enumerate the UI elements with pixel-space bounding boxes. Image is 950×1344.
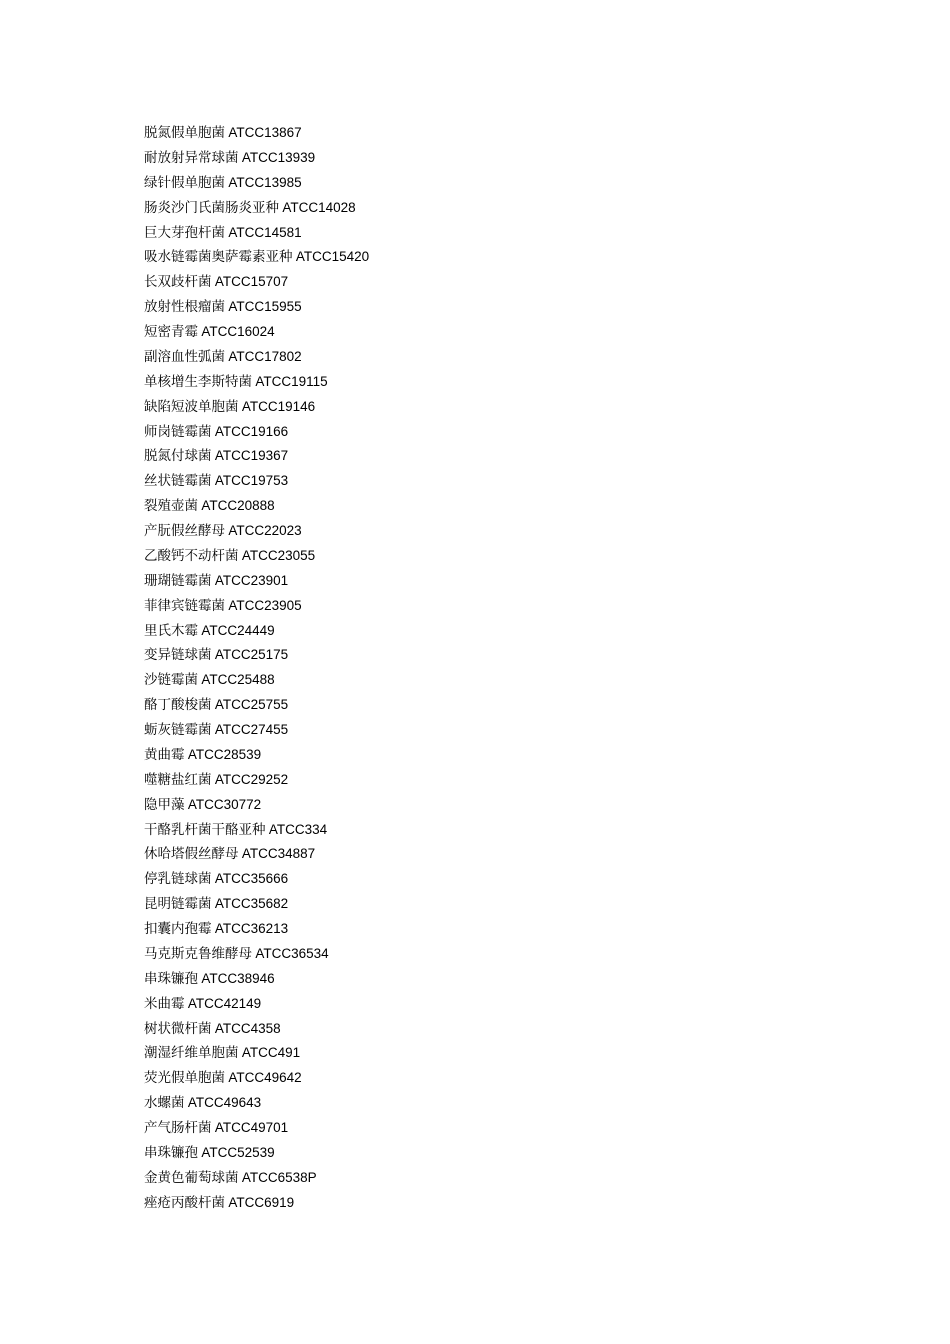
strain-code: ATCC4358 [214,1020,281,1036]
strain-list [144,121,369,1216]
strain-name: 痤疮丙酸杆菌 [144,1194,225,1211]
list-item [144,1041,369,1066]
strain-code: ATCC15955 [228,299,302,315]
list-item [144,444,369,469]
strain-name: 脱氮假单胞菌 [144,125,225,141]
list-item [144,793,369,818]
strain-code: ATCC19146 [241,398,316,414]
list-item [144,519,369,544]
strain-code: ATCC27455 [214,722,289,737]
list-item [144,245,369,270]
strain-name: 树状微杆菌 [144,1020,212,1037]
strain-code: ATCC15420 [295,249,370,265]
strain-code: ATCC14028 [282,199,356,215]
strain-name: 沙链霉菌 [144,672,198,689]
strain-code: ATCC19367 [214,448,289,464]
list-item [144,370,369,395]
list-item [144,693,369,718]
strain-name: 蛎灰链霉菌 [144,722,212,738]
list-item [144,643,369,668]
strain-name: 金黄色葡萄球菌 [144,1169,239,1186]
strain-name: 水螺菌 [144,1095,185,1112]
strain-code: ATCC38946 [201,970,275,986]
strain-name: 耐放射异常球菌 [144,149,239,166]
list-item [144,221,369,246]
list-item [144,270,369,295]
strain-name: 里氏木霉 [144,622,198,639]
list-item [144,992,369,1017]
list-item [144,743,369,768]
strain-name: 丝状链霉菌 [144,473,212,490]
strain-code: ATCC36534 [255,945,329,961]
strain-name: 巨大芽孢杆菌 [144,224,225,241]
strain-code: ATCC13867 [228,125,302,140]
strain-code: ATCC19166 [214,423,289,439]
strain-name: 师岗链霉菌 [144,423,212,440]
strain-code: ATCC6919 [228,1194,295,1210]
strain-name: 变异链球菌 [144,647,212,664]
strain-name: 噬糖盐红菌 [144,771,212,788]
list-item [144,842,369,867]
list-item [144,544,369,569]
strain-code: ATCC35666 [214,871,289,887]
strain-code: ATCC49642 [228,1070,302,1086]
strain-name: 脱氮付球菌 [144,448,212,465]
list-item [144,295,369,320]
strain-code: ATCC30772 [187,796,262,812]
strain-name: 珊瑚链霉菌 [144,572,212,589]
list-item [144,818,369,843]
strain-code: ATCC23055 [241,547,316,563]
strain-name: 长双歧杆菌 [144,274,212,291]
list-item [144,1191,369,1216]
strain-code: ATCC13985 [228,174,302,190]
list-item [144,594,369,619]
list-item [144,619,369,644]
strain-name: 单核增生李斯特菌 [144,373,252,390]
strain-name: 荧光假单胞菌 [144,1070,225,1087]
strain-name: 裂殖壶菌 [144,498,198,515]
strain-code: ATCC49643 [187,1095,262,1111]
strain-code: ATCC34887 [241,846,316,862]
list-item [144,668,369,693]
strain-name: 串珠镰孢 [144,970,198,987]
strain-name: 菲律宾链霉菌 [144,597,225,614]
list-item [144,1166,369,1191]
strain-name: 休哈塔假丝酵母 [144,846,239,863]
list-item [144,967,369,992]
list-item [144,1066,369,1091]
strain-name: 干酪乳杆菌干酪亚种 [144,821,266,838]
list-item [144,395,369,420]
strain-code: ATCC15707 [214,274,289,290]
strain-code: ATCC36213 [214,921,289,936]
list-item [144,569,369,594]
list-item [144,867,369,892]
strain-name: 酪丁酸梭菌 [144,697,212,714]
strain-code: ATCC16024 [201,324,275,339]
strain-name: 串珠镰孢 [144,1144,198,1161]
strain-code: ATCC24449 [201,622,275,638]
strain-code: ATCC13939 [241,149,316,165]
strain-code: ATCC19753 [214,473,289,489]
strain-code: ATCC491 [241,1045,301,1061]
list-item [144,420,369,445]
strain-name: 扣囊内孢霉 [144,921,212,937]
strain-name: 黄曲霉 [144,746,185,763]
list-item [144,494,369,519]
list-item [144,469,369,494]
strain-code: ATCC25175 [214,647,289,663]
strain-code: ATCC6538P [241,1169,317,1185]
strain-code: ATCC23905 [228,597,302,613]
strain-code: ATCC19115 [255,373,328,389]
strain-code: ATCC42149 [187,995,262,1011]
list-item [144,1017,369,1042]
list-item [144,171,369,196]
strain-code: ATCC17802 [228,348,302,364]
strain-name: 缺陷短波单胞菌 [144,398,239,415]
list-item [144,345,369,370]
strain-name: 产朊假丝酵母 [144,523,225,539]
list-item [144,121,369,146]
strain-name: 马克斯克鲁维酵母 [144,945,252,962]
strain-code: ATCC14581 [228,224,302,240]
strain-name: 米曲霉 [144,995,185,1012]
strain-code: ATCC25755 [214,697,289,713]
strain-code: ATCC22023 [228,523,302,538]
strain-name: 绿针假单胞菌 [144,174,225,191]
list-item [144,1141,369,1166]
strain-name: 昆明链霉菌 [144,896,212,913]
strain-code: ATCC20888 [201,498,275,514]
strain-name: 潮湿纤维单胞菌 [144,1045,239,1062]
list-item [144,146,369,171]
list-item [144,942,369,967]
strain-code: ATCC28539 [187,746,262,762]
list-item [144,320,369,345]
strain-name: 放射性根瘤菌 [144,299,225,316]
list-item [144,196,369,221]
strain-code: ATCC334 [268,821,328,837]
strain-code: ATCC52539 [201,1144,275,1160]
list-item [144,718,369,743]
strain-code: ATCC23901 [214,572,289,588]
list-item [144,892,369,917]
list-item [144,917,369,942]
strain-name: 乙酸钙不动杆菌 [144,547,239,564]
strain-name: 短密青霉 [144,324,198,340]
strain-code: ATCC29252 [214,771,289,787]
strain-code: ATCC35682 [214,896,289,912]
strain-name: 产气肠杆菌 [144,1120,212,1136]
list-item [144,768,369,793]
strain-name: 副溶血性弧菌 [144,348,225,365]
list-item [144,1116,369,1141]
strain-code: ATCC49701 [214,1120,289,1135]
strain-name: 停乳链球菌 [144,871,212,888]
list-item [144,1091,369,1116]
strain-code: ATCC25488 [201,672,275,688]
strain-name: 吸水链霉菌奥萨霉素亚种 [144,249,293,266]
strain-name: 隐甲藻 [144,796,185,813]
strain-name: 肠炎沙门氏菌肠炎亚种 [144,199,279,216]
